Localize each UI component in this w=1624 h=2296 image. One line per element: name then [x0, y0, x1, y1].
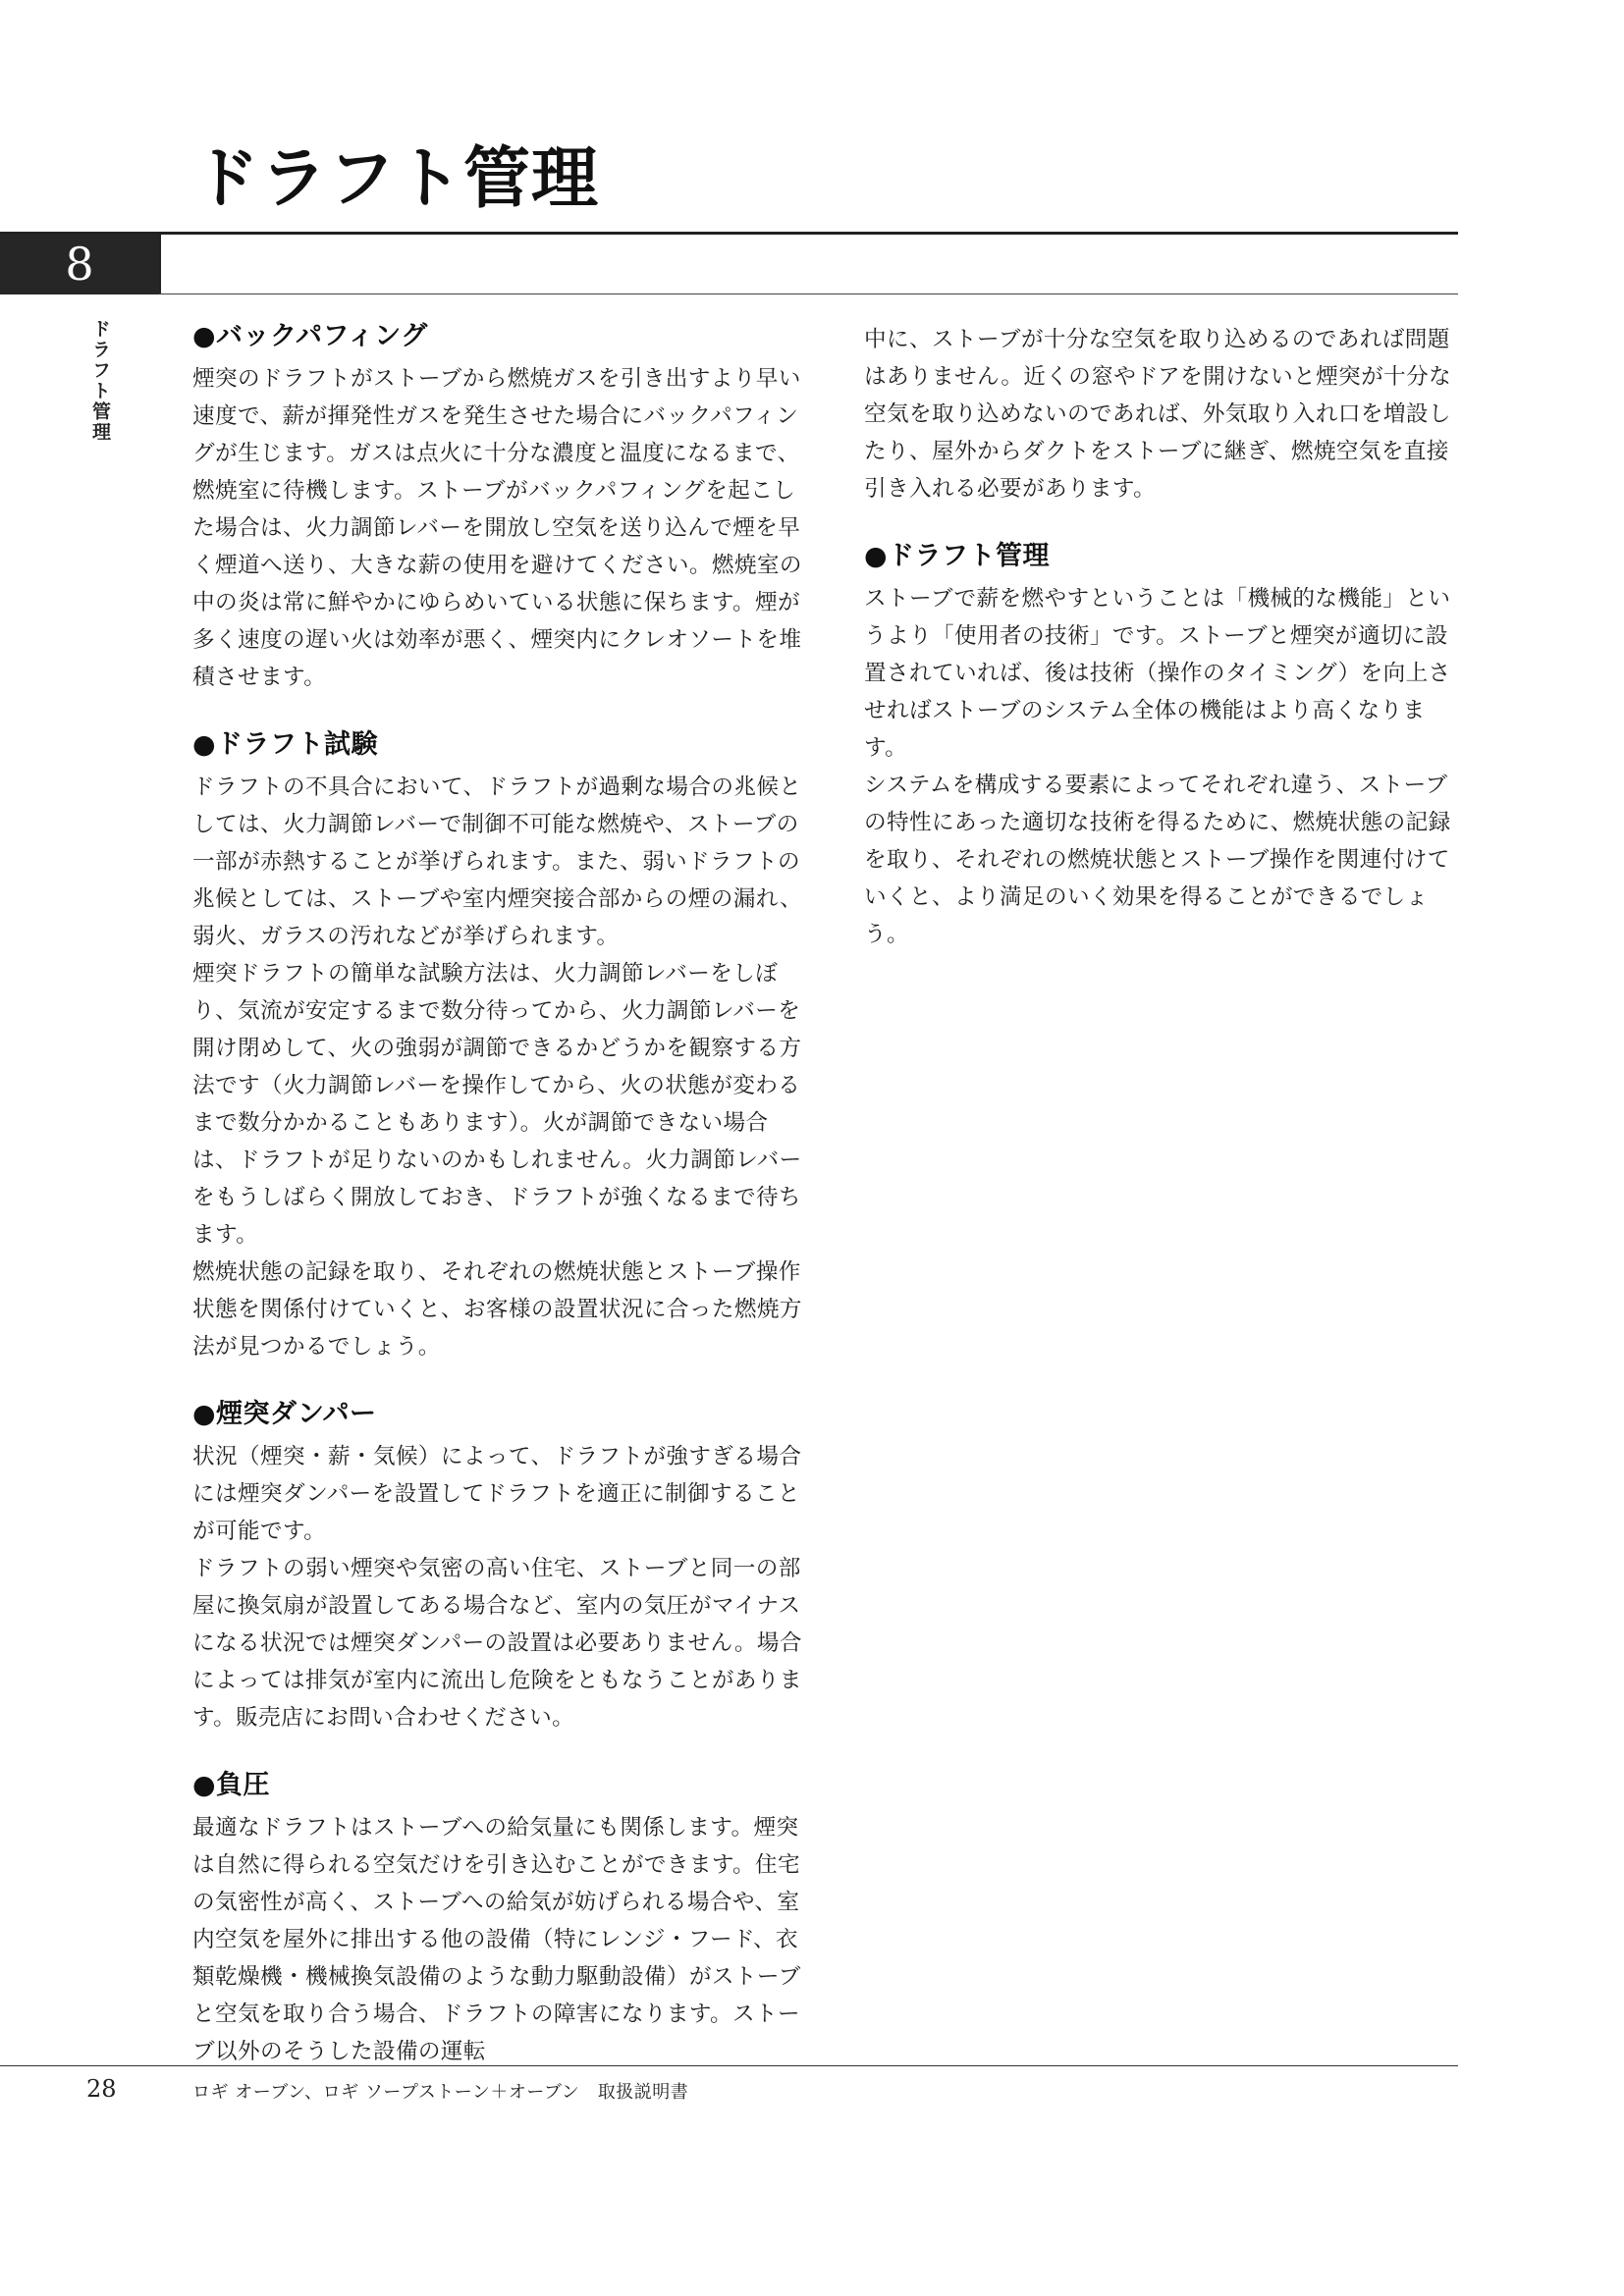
section-heading: ●煙突ダンパー: [192, 1399, 377, 1429]
page-title: ドラフト管理: [192, 139, 600, 218]
side-chapter-label: ドラフト管理: [89, 319, 111, 443]
section-paragraph: 状況（煙突・薪・気候）によって、ドラフトが強すぎる場合には煙突ダンパーを設置してドラフトを適正に制御することが可能です。: [192, 1444, 802, 1544]
footer-rule: [0, 2065, 1458, 2066]
section-paragraph: 燃焼状態の記録を取り、それぞれの燃焼状態とストーブ操作状態を関係付けていくと、お客様の設置状況に合った燃焼方法が見つかるでしょう。: [192, 1259, 802, 1360]
section-paragraph: 煙突ドラフトの簡単な試験方法は、火力調節レバーをしぼり、気流が安定するまで数分待ってから、火力調節レバーを開け閉めして、火の強弱が調節できるかどうかを観察する方法です（火力調節レバーを操作してから、火の状態が変わるまで数分かかることもあります）。火が調節できない場合は、ドラフトが足りないのかもしれません。火力調節レバーをもうしばらく開放しておき、ドラフトが強くなるまで待ちます。: [192, 961, 802, 1248]
section-chimney-damper: [192, 1395, 807, 1736]
section-paragraph: ドラフトの不具合において、ドラフトが過剰な場合の兆候としては、火力調節レバーで制御不可能な燃焼や、ストーブの一部が赤熱することが挙げられます。また、弱いドラフトの兆候としては、ストーブや室内煙突接合部からの煙の漏れ、弱火、ガラスの汚れなどが挙げられます。: [192, 774, 803, 949]
section-negative-pressure: [192, 1766, 807, 2070]
header-rule: [0, 232, 1458, 235]
section-paragraph: 最適なドラフトはストーブへの給気量にも関係します。煙突は自然に得られる空気だけを引き込むことができます。住宅の気密性が高く、ストーブへの給気が妨げられる場合や、室内空気を屋外に排出する他の設備（特にレンジ・フード、衣類乾燥機・機械換気設備のような動力駆動設備）がストーブと空気を取り合う場合、ドラフトの障害になります。ストーブ以外のそうした設備の運転: [192, 1815, 801, 2064]
right-column: [864, 317, 1459, 983]
footer-document-title: ロギ オーブン、ロギ ソープストーン＋オーブン 取扱説明書: [192, 2082, 689, 2103]
section-paragraph: ストーブで薪を燃やすということは「機械的な機能」というより「使用者の技術」です。ストーブと煙突が適切に設置されていれば、後は技術（操作のタイミング）を向上させればストーブのシステム全体の機能はより高くなります。: [864, 586, 1451, 761]
section-heading: ●負圧: [192, 1770, 271, 1800]
section-paragraph: システムを構成する要素によってそれぞれ違う、ストーブの特性にあった適切な技術を得るために、燃焼状態の記録を取り、それぞれの燃焼状態とストーブ操作を関連付けていくと、より満足のいく効果を得ることができるでしょう。: [864, 773, 1451, 947]
section-paragraph: 煙突のドラフトがストーブから燃焼ガスを引き出すより早い速度で、薪が揮発性ガスを発生させた場合にバックパフィングが生じます。ガスは点火に十分な濃度と温度になるまで、燃焼室に待機します。ストーブがバックパフィングを起こした場合は、火力調節レバーを開放し空気を送り込んで煙を早く煙道へ送り、大きな薪の使用を避けてください。燃焼室の中の炎は常に鮮やかにゆらめいている状態に保ちます。煙が多く速度の遅い火は効率が悪く、煙突内にクレオソートを堆積させます。: [192, 366, 802, 690]
section-draft-management: [864, 537, 1459, 953]
section-heading: ●バックパフィング: [192, 321, 428, 351]
left-column: [192, 317, 807, 2100]
section-draft-test: [192, 725, 807, 1365]
section-continued: [864, 321, 1459, 507]
section-paragraph: 中に、ストーブが十分な空気を取り込めるのであれば問題はありません。近くの窓やドアを開けないと煙突が十分な空気を取り込めないのであれば、外気取り入れ口を増設したり、屋外からダクトをストーブに継ぎ、燃焼空気を直接引き入れる必要があります。: [864, 327, 1452, 502]
chapter-separator: [159, 235, 161, 294]
chapter-number-box: 8: [0, 235, 159, 294]
section-heading: ●ドラフト試験: [192, 729, 379, 760]
page-number: 28: [86, 2075, 117, 2103]
section-heading: ●ドラフト管理: [864, 541, 1051, 571]
section-back-puffing: [192, 317, 807, 696]
section-paragraph: ドラフトの弱い煙突や気密の高い住宅、ストーブと同一の部屋に換気扇が設置してある場合など、室内の気圧がマイナスになる状況では煙突ダンパーの設置は必要ありません。場合によっては排気が室内に流出し危険をともなうことがあります。販売店にお問い合わせください。: [192, 1556, 802, 1731]
